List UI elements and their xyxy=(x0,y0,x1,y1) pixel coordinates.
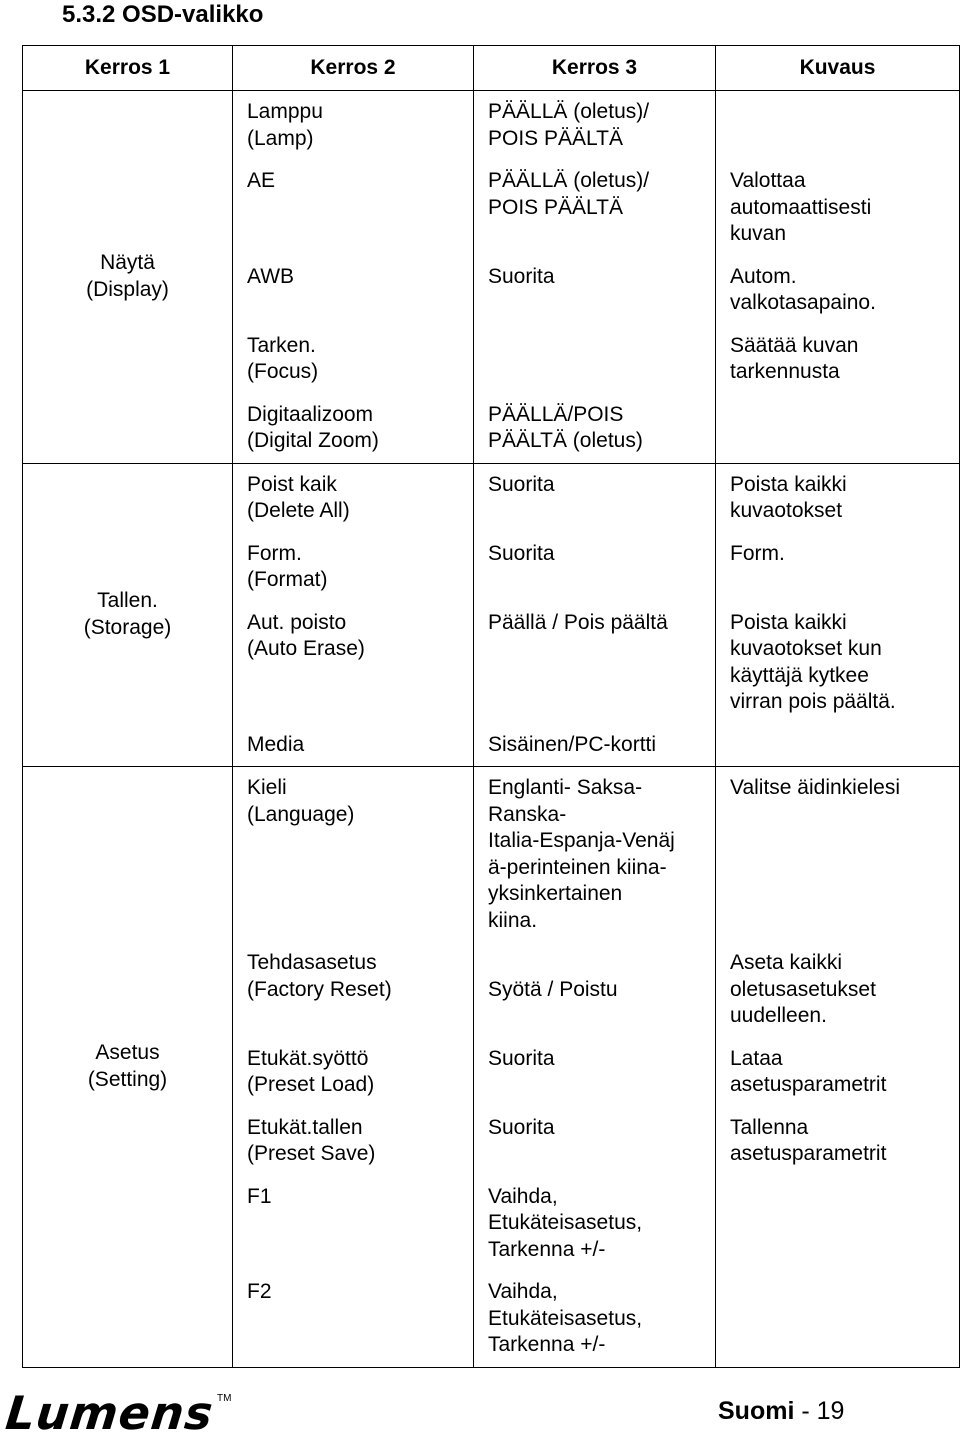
layer3-cell: Suorita xyxy=(474,533,716,602)
table-row xyxy=(23,767,960,943)
layer3-cell: Sisäinen/PC-kortti xyxy=(474,724,716,767)
layer3-cell: Englanti- Saksa- Ranska- Italia-Espanja-Venäj ä-perinteinen kiina- yksinkertainen kiina. xyxy=(474,767,716,943)
description-cell xyxy=(716,1176,960,1272)
layer3-cell: Päällä / Pois päältä xyxy=(474,602,716,724)
layer2-cell: Kieli (Language) xyxy=(233,767,474,943)
layer3-cell: PÄÄLLÄ (oletus)/ POIS PÄÄLTÄ xyxy=(474,160,716,256)
layer2-cell: Aut. poisto (Auto Erase) xyxy=(233,602,474,724)
layer3-cell: Syötä / Poistu xyxy=(474,942,716,1038)
lumens-logo: Lumens xyxy=(3,1386,217,1440)
section-title: 5.3.2 OSD-valikko xyxy=(62,1,264,28)
layer3-cell: Suorita xyxy=(474,463,716,533)
layer2-cell: Tehdasasetus (Factory Reset) xyxy=(233,942,474,1038)
description-cell xyxy=(716,394,960,464)
layer3-cell: Suorita xyxy=(474,256,716,325)
description-cell: Valitse äidinkielesi xyxy=(716,767,960,943)
layer2-cell: Etukät.tallen (Preset Save) xyxy=(233,1107,474,1176)
layer2-cell: Media xyxy=(233,724,474,767)
layer3-cell: Suorita xyxy=(474,1107,716,1176)
description-cell: Lataa asetusparametrit xyxy=(716,1038,960,1107)
layer3-cell: PÄÄLLÄ (oletus)/ POIS PÄÄLTÄ xyxy=(474,91,716,161)
table-row xyxy=(23,91,960,161)
description-cell: Poista kaikki kuvaotokset kun käyttäjä kytkee virran pois päältä. xyxy=(716,602,960,724)
layer3-cell xyxy=(474,325,716,394)
group-label-display: Näytä (Display) xyxy=(23,91,233,464)
page-footer xyxy=(718,1396,844,1426)
description-cell: Autom. valkotasapaino. xyxy=(716,256,960,325)
description-cell xyxy=(716,1271,960,1367)
page-number: 19 xyxy=(816,1397,845,1425)
header-description: Kuvaus xyxy=(716,46,960,91)
description-cell: Tallenna asetusparametrit xyxy=(716,1107,960,1176)
footer-separator: - xyxy=(794,1397,817,1425)
layer2-cell: AWB xyxy=(233,256,474,325)
layer3-cell: Suorita xyxy=(474,1038,716,1107)
layer2-cell: Digitaalizoom (Digital Zoom) xyxy=(233,394,474,464)
layer2-cell: Etukät.syöttö (Preset Load) xyxy=(233,1038,474,1107)
description-cell xyxy=(716,724,960,767)
description-cell: Säätää kuvan tarkennusta xyxy=(716,325,960,394)
layer2-cell: Form. (Format) xyxy=(233,533,474,602)
layer3-cell: Vaihda, Etukäteisasetus, Tarkenna +/- xyxy=(474,1176,716,1272)
table-header-row xyxy=(23,46,960,91)
osd-menu-table xyxy=(22,45,960,1368)
layer2-cell: F2 xyxy=(233,1271,474,1367)
header-layer2: Kerros 2 xyxy=(233,46,474,91)
layer2-cell: Poist kaik (Delete All) xyxy=(233,463,474,533)
description-cell: Poista kaikki kuvaotokset xyxy=(716,463,960,533)
footer-language: Suomi xyxy=(718,1397,795,1425)
layer2-cell: F1 xyxy=(233,1176,474,1272)
description-cell: Form. xyxy=(716,533,960,602)
group-label-storage: Tallen. (Storage) xyxy=(23,463,233,767)
trademark-mark: TM xyxy=(217,1393,232,1404)
description-cell: Valottaa automaattisesti kuvan xyxy=(716,160,960,256)
description-cell: Aseta kaikki oletusasetukset uudelleen. xyxy=(716,942,960,1038)
layer3-cell: PÄÄLLÄ/POIS PÄÄLTÄ (oletus) xyxy=(474,394,716,464)
header-layer3: Kerros 3 xyxy=(474,46,716,91)
table-row xyxy=(23,463,960,533)
header-layer1: Kerros 1 xyxy=(23,46,233,91)
layer2-cell: AE xyxy=(233,160,474,256)
group-label-setting: Asetus (Setting) xyxy=(23,767,233,1368)
layer3-cell: Vaihda, Etukäteisasetus, Tarkenna +/- xyxy=(474,1271,716,1367)
layer2-cell: Lamppu (Lamp) xyxy=(233,91,474,161)
description-cell xyxy=(716,91,960,161)
layer2-cell: Tarken. (Focus) xyxy=(233,325,474,394)
